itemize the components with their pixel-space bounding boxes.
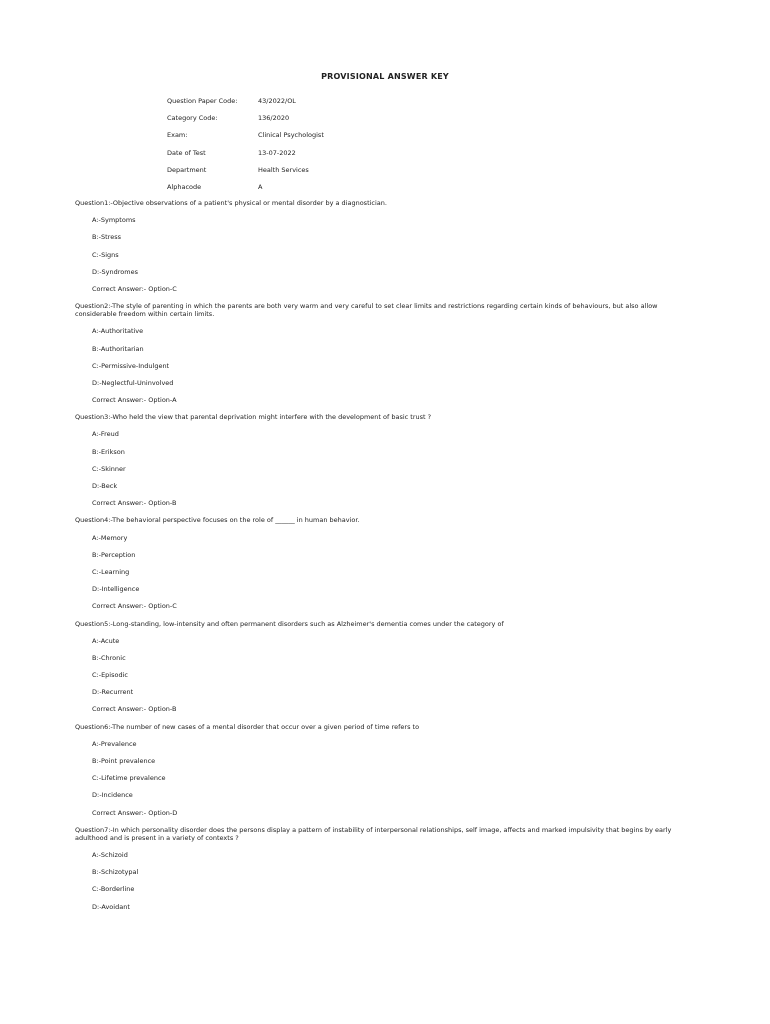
- option-c: C:-Permissive-Indulgent: [92, 361, 170, 370]
- option-a: A:-Acute: [92, 636, 120, 645]
- question-text: Question3:-Who held the view that parental deprivation might interfere with the development of basic trust ?: [75, 413, 432, 422]
- meta-value: A: [258, 182, 263, 191]
- question-4: [75, 516, 695, 610]
- correct-answer: Correct Answer:- Option-C: [92, 284, 177, 293]
- option-a: A:-Symptoms: [92, 216, 136, 225]
- meta-row-exam: [167, 131, 324, 148]
- question-text: Question6:-The number of new cases of a mental disorder that occur over a given period of time refers to: [75, 722, 420, 731]
- question-1: [75, 199, 695, 293]
- option-b: B:-Chronic: [92, 653, 126, 662]
- question-7: [75, 826, 695, 911]
- page-title: PROVISIONAL ANSWER KEY: [321, 72, 449, 81]
- correct-answer: Correct Answer:- Option-C: [92, 602, 177, 611]
- meta-label: Exam:: [167, 131, 188, 140]
- question-text: Question2:-The style of parenting in which the parents are both very warm and very careful to set clear limits and restrictions regarding certain kinds of behaviours, but also allow considerable freedom within certain limits.: [75, 302, 658, 319]
- option-b: B:-Point prevalence: [92, 757, 156, 765]
- question-text: Question7:-In which personality disorder does the persons display a pattern of instability of interpersonal relationships, self image, affects and marked impulsivity that begins by early adulthood and is present in a variety of contexts ?: [75, 825, 672, 842]
- option-b: B:-Stress: [92, 233, 121, 242]
- meta-row-alphacode: [167, 183, 324, 200]
- question-6: [75, 723, 695, 817]
- paper-details: [167, 97, 324, 200]
- question-list: [75, 199, 695, 911]
- option-a: A:-Memory: [92, 533, 128, 542]
- option-c: C:-Episodic: [92, 671, 128, 680]
- meta-row-date-of-test: [167, 149, 324, 166]
- correct-answer: Correct Answer:- Option-D: [92, 808, 178, 817]
- option-d: D:-Incidence: [92, 791, 133, 800]
- meta-value: 136/2020: [258, 114, 290, 123]
- meta-value: Health Services: [258, 165, 309, 174]
- meta-value: 13-07-2022: [258, 148, 296, 157]
- option-c: C:-Skinner: [92, 464, 126, 473]
- question-2: [75, 302, 695, 404]
- meta-label: Date of Test: [167, 148, 206, 157]
- question-text: Question1:-Objective observations of a patient's physical or mental disorder by a diagnostician.: [75, 199, 387, 207]
- meta-row-category-code: [167, 114, 324, 131]
- meta-row-question-paper-code: [167, 97, 324, 114]
- meta-label: Alphacode: [167, 182, 202, 191]
- option-b: B:-Erikson: [92, 447, 125, 456]
- meta-row-department: [167, 166, 324, 183]
- meta-label: Category Code:: [167, 114, 218, 123]
- option-c: C:-Borderline: [92, 885, 135, 894]
- question-3: [75, 413, 695, 507]
- option-c: C:-Signs: [92, 250, 119, 259]
- option-c: C:-Learning: [92, 567, 130, 576]
- option-d: D:-Avoidant: [92, 902, 130, 911]
- option-d: D:-Neglectful-Uninvolved: [92, 378, 174, 387]
- question-text: Question5:-Long-standing, low-intensity and often permanent disorders such as Alzheimer's dementia comes under the category of: [75, 619, 504, 628]
- option-a: A:-Schizoid: [92, 850, 128, 859]
- option-b: B:-Authoritarian: [92, 344, 144, 353]
- question-5: [75, 620, 695, 714]
- correct-answer: Correct Answer:- Option-B: [92, 705, 177, 714]
- correct-answer: Correct Answer:- Option-B: [92, 499, 177, 508]
- option-d: D:-Intelligence: [92, 585, 140, 594]
- meta-label: Question Paper Code:: [167, 97, 238, 105]
- option-a: A:-Prevalence: [92, 739, 137, 748]
- option-d: D:-Recurrent: [92, 688, 134, 697]
- option-a: A:-Authoritative: [92, 327, 144, 336]
- meta-label: Department: [167, 165, 207, 174]
- option-d: D:-Beck: [92, 482, 118, 490]
- question-text: Question4:-The behavioral perspective focuses on the role of ______ in human behavior.: [75, 516, 360, 525]
- meta-value: 43/2022/OL: [258, 97, 296, 105]
- option-d: D:-Syndromes: [92, 267, 138, 276]
- option-b: B:-Perception: [92, 550, 136, 559]
- meta-value: Clinical Psychologist: [258, 131, 324, 140]
- option-a: A:-Freud: [92, 430, 119, 439]
- option-b: B:-Schizotypal: [92, 868, 139, 877]
- correct-answer: Correct Answer:- Option-A: [92, 396, 177, 405]
- option-c: C:-Lifetime prevalence: [92, 774, 166, 783]
